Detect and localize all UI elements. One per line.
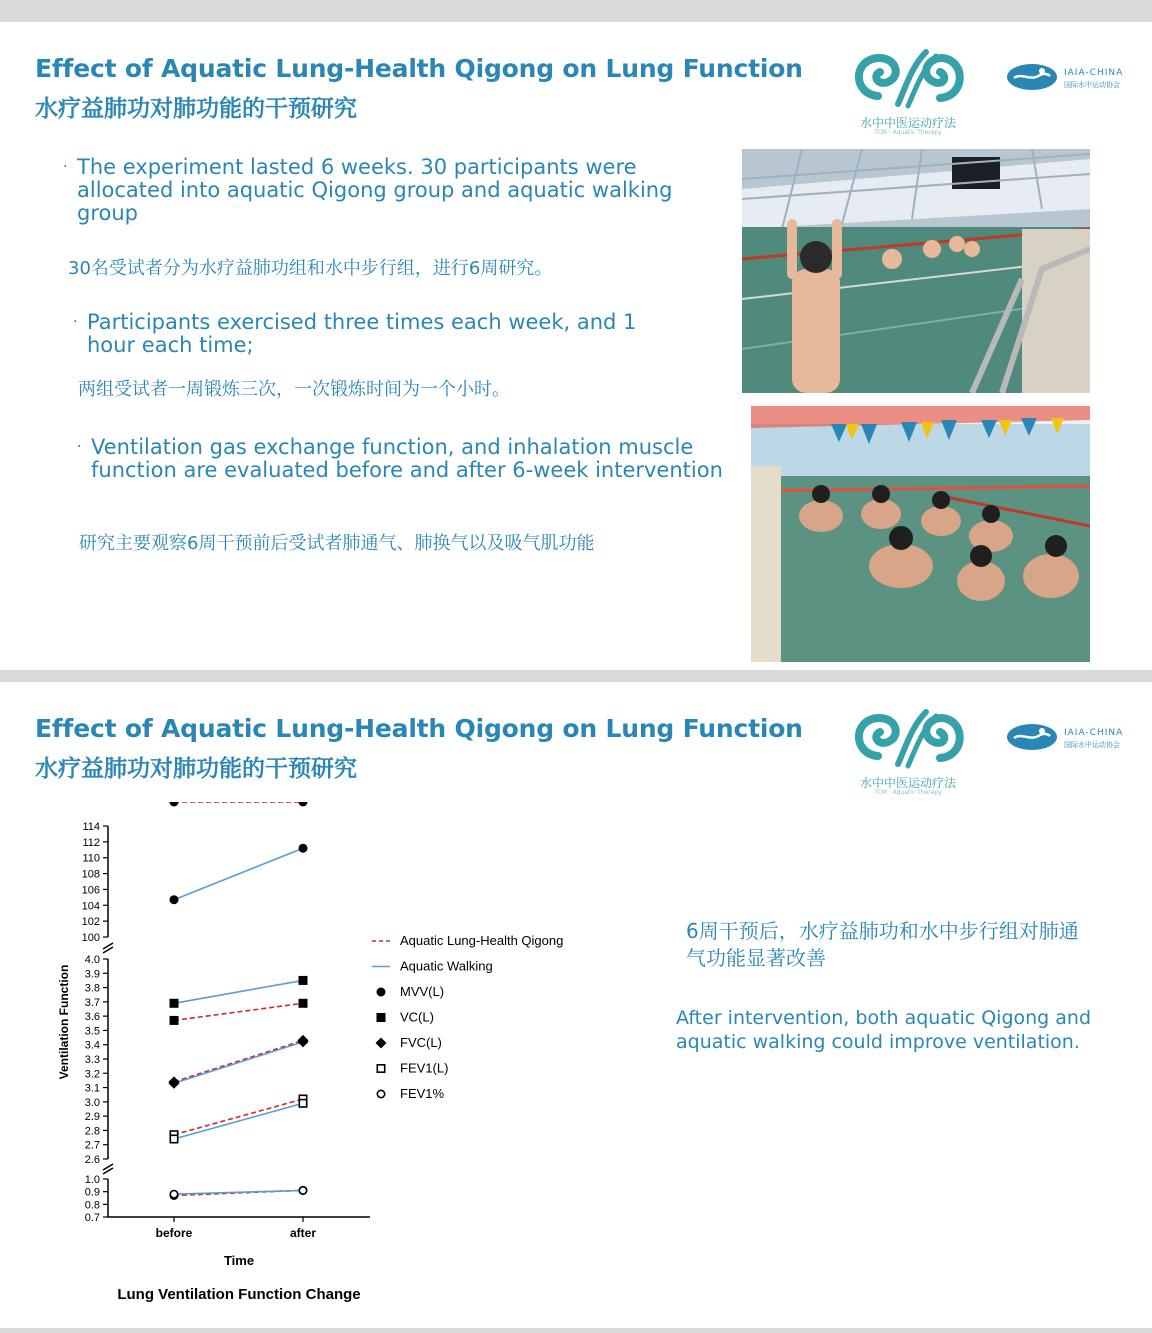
- y-tick-label: 4.0: [84, 954, 100, 966]
- series-line-walking: [174, 1042, 303, 1083]
- slide-1: [0, 22, 1152, 670]
- series-line-walking: [174, 980, 303, 1003]
- logo-subcaption: TCM · Aquatic Therapy: [874, 789, 942, 796]
- logo-caption: 水中中医运动疗法: [859, 776, 956, 790]
- bullet-duration-zh: 30名受试者分为水疗益肺功组和水中步行组，进行6周研究。: [68, 258, 553, 279]
- y-tick-label: 1.0: [84, 1174, 100, 1186]
- chart-title: Lung Ventilation Function Change: [117, 1286, 361, 1303]
- legend-label: Aquatic Lung-Health Qigong: [400, 933, 564, 948]
- bullet-evaluation-text: Ventilation gas exchange function, and inhalation muscle function are evaluated before and after 6-week intervention: [91, 435, 723, 482]
- y-tick-label: 3.8: [84, 982, 100, 995]
- bullet-evaluation: [77, 435, 751, 482]
- y-tick-label: 2.9: [84, 1111, 100, 1124]
- bullet-frequency: [73, 310, 677, 357]
- legend-label: FEV1%: [400, 1086, 445, 1101]
- conclusion-en: After intervention, both aquatic Qigong and aquatic walking could improve ventilation.: [676, 1007, 1092, 1053]
- slide-title-zh: 水疗益肺功对肺功能的干预研究: [35, 756, 357, 782]
- bullet-frequency-zh: 两组受试者一周锻炼三次，一次锻炼时间为一个小时。: [78, 379, 510, 400]
- pool-photo-stretching: [742, 149, 1090, 393]
- y-tick-label: 3.7: [84, 996, 100, 1009]
- aquatic-tcm-logo-icon: [848, 706, 970, 770]
- data-point-walking: [170, 999, 179, 1008]
- y-tick-label: 3.0: [84, 1096, 100, 1109]
- legend-label: Aquatic Walking: [400, 958, 493, 974]
- y-tick-label: 108: [81, 868, 100, 881]
- y-tick-label: 3.6: [84, 1011, 100, 1024]
- y-tick-label: 100: [81, 932, 100, 944]
- slide-2: [0, 682, 1152, 1328]
- series-line-walking: [174, 1103, 303, 1139]
- bullet-dot-icon: ·: [77, 439, 82, 455]
- data-point-qigong: [299, 802, 308, 807]
- iaia-logo-subtext: 国际水中运动协会: [1064, 741, 1120, 749]
- slide-title-en: Effect of Aquatic Lung-Health Qigong on Lung Function: [35, 54, 803, 83]
- bullet-duration-text: The experiment lasted 6 weeks. 30 participants were allocated into aquatic Qigong group and aquatic walking group: [77, 155, 673, 225]
- bullet-dot-icon: ·: [73, 314, 78, 330]
- legend-label: FVC(L): [400, 1035, 442, 1050]
- legend-swatch: [377, 1090, 384, 1097]
- legend-label: FEV1(L): [400, 1060, 449, 1076]
- y-tick-label: 114: [82, 821, 100, 833]
- y-tick-label: 2.7: [84, 1139, 100, 1152]
- y-tick-label: 3.1: [84, 1082, 100, 1095]
- y-tick-label: 3.9: [84, 968, 100, 981]
- y-tick-label: 106: [81, 884, 100, 897]
- bullet-evaluation-zh: 研究主要观察6周干预前后受试者肺通气、肺换气以及吸气肌功能: [79, 533, 595, 554]
- legend-swatch: [377, 1013, 386, 1022]
- aquatic-tcm-logo-icon: [848, 46, 970, 110]
- legend-label: VC(L): [400, 1009, 434, 1025]
- y-tick-label: 2.6: [84, 1154, 100, 1166]
- y-tick-label: 0.7: [84, 1212, 100, 1224]
- iaia-logo-text: IAIA-CHINA: [1064, 728, 1124, 738]
- data-point-walking: [299, 1100, 306, 1107]
- bullet-dot-icon: ·: [63, 159, 68, 175]
- y-tick-label: 110: [82, 852, 100, 865]
- y-axis-label: Ventilation Function: [57, 964, 71, 1080]
- series-line-qigong: [174, 1040, 303, 1081]
- logo-caption: 水中中医运动疗法: [859, 116, 956, 130]
- y-tick-label: 2.8: [84, 1125, 100, 1138]
- bullet-duration: [63, 155, 677, 225]
- data-point-qigong: [299, 999, 308, 1008]
- series-line-qigong: [174, 1003, 303, 1020]
- data-point-walking: [169, 1078, 180, 1089]
- y-tick-label: 112: [82, 836, 100, 849]
- legend-swatch: [376, 1038, 387, 1049]
- y-tick-label: 3.2: [84, 1068, 100, 1081]
- data-point-qigong: [170, 802, 179, 807]
- legend-label: MVV(L): [400, 984, 445, 999]
- y-tick-label: 3.4: [84, 1039, 100, 1052]
- pool-photo-group: [751, 406, 1090, 662]
- data-point-walking: [170, 1191, 177, 1198]
- data-point-walking: [299, 1187, 306, 1194]
- data-point-walking: [170, 895, 179, 904]
- y-tick-label: 3.5: [84, 1025, 100, 1038]
- y-tick-label: 0.9: [84, 1186, 100, 1199]
- legend-swatch: [377, 1065, 384, 1072]
- legend-swatch: [377, 988, 386, 997]
- series-line-walking: [174, 848, 303, 900]
- data-point-walking: [298, 1036, 309, 1047]
- bullet-frequency-text: Participants exercised three times each week, and 1 hour each time;: [87, 310, 637, 357]
- y-tick-label: 104: [81, 900, 100, 913]
- conclusion-zh: 6周干预后，水疗益肺功和水中步行组对肺通气功能显著改善: [686, 919, 1079, 970]
- series-line-qigong: [174, 1099, 303, 1135]
- y-tick-label: 102: [81, 916, 100, 929]
- x-tick-label: after: [289, 1226, 317, 1240]
- slide-title-en: Effect of Aquatic Lung-Health Qigong on Lung Function: [35, 714, 803, 743]
- data-point-walking: [299, 976, 308, 985]
- data-point-qigong: [170, 1016, 179, 1025]
- data-point-walking: [299, 844, 308, 853]
- y-tick-label: 3.3: [84, 1054, 100, 1066]
- iaia-logo-subtext: 国际水中运动协会: [1064, 81, 1120, 89]
- x-tick-label: before: [155, 1226, 193, 1240]
- logo-subcaption: TCM · Aquatic Therapy: [874, 129, 942, 136]
- y-tick-label: 0.8: [84, 1199, 100, 1212]
- x-axis-label: Time: [223, 1253, 255, 1268]
- iaia-logo-text: IAIA-CHINA: [1064, 68, 1124, 78]
- slide-title-zh: 水疗益肺功对肺功能的干预研究: [35, 96, 357, 122]
- data-point-walking: [170, 1135, 177, 1142]
- lung-ventilation-chart: [40, 802, 620, 1322]
